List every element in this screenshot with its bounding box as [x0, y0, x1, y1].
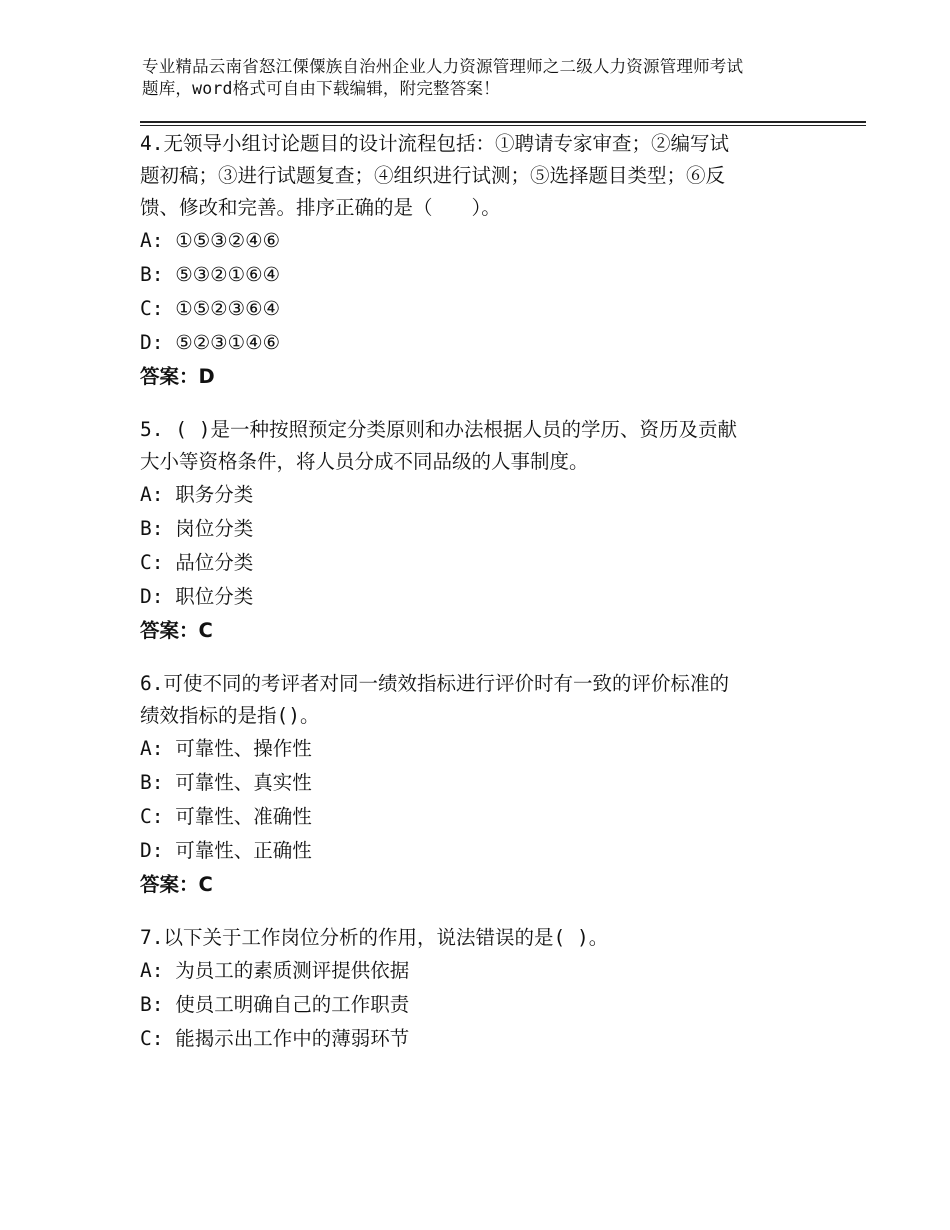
stem-line: 大小等资格条件，将人员分成不同品级的人事制度。 — [140, 450, 589, 473]
answer: 答案：C — [140, 873, 213, 896]
option-a: A: 可靠性、操作性 — [140, 737, 312, 760]
question-stem — [140, 414, 860, 478]
page-header — [142, 56, 832, 100]
question-stem — [140, 922, 860, 954]
option-c: C: 品位分类 — [140, 551, 254, 574]
option-a: A: 为员工的素质测评提供依据 — [140, 959, 410, 982]
answer: 答案：C — [140, 619, 213, 642]
answer: 答案：D — [140, 365, 215, 388]
stem-line: 绩效指标的是指()。 — [140, 704, 320, 727]
option-b: B: 岗位分类 — [140, 517, 254, 540]
option-c: C: ①⑤②③⑥④ — [140, 297, 281, 320]
stem-line: 馈、修改和完善。排序正确的是（ ）。 — [140, 196, 501, 219]
option-c: C: 能揭示出工作中的薄弱环节 — [140, 1027, 410, 1050]
option-b: B: 使员工明确自己的工作职责 — [140, 993, 410, 1016]
header-line-1: 专业精品云南省怒江傈僳族自治州企业人力资源管理师之二级人力资源管理师考试 — [142, 57, 744, 76]
question-stem — [140, 128, 860, 224]
option-d: D: 职位分类 — [140, 585, 254, 608]
option-a: A: ①⑤③②④⑥ — [140, 229, 281, 252]
question-list — [140, 128, 860, 1076]
question-7 — [140, 922, 860, 1056]
question-5 — [140, 414, 860, 648]
header-line-2: 题库，word格式可自由下载编辑，附完整答案！ — [142, 79, 500, 98]
option-c: C: 可靠性、准确性 — [140, 805, 312, 828]
option-b: B: 可靠性、真实性 — [140, 771, 312, 794]
option-b: B: ⑤③②①⑥④ — [140, 263, 281, 286]
stem-line: 7.以下关于工作岗位分析的作用，说法错误的是( )。 — [140, 926, 609, 949]
question-stem — [140, 668, 860, 732]
stem-line: 5. ( )是一种按照预定分类原则和办法根据人员的学历、资历及贡献 — [140, 418, 737, 441]
option-a: A: 职务分类 — [140, 483, 254, 506]
stem-line: 6.可使不同的考评者对同一绩效指标进行评价时有一致的评价标准的 — [140, 672, 729, 695]
stem-line: 题初稿；③进行试题复查；④组织进行试测；⑤选择题目类型；⑥反 — [140, 164, 726, 187]
option-d: D: 可靠性、正确性 — [140, 839, 312, 862]
option-d: D: ⑤②③①④⑥ — [140, 331, 281, 354]
question-4 — [140, 128, 860, 394]
question-6 — [140, 668, 860, 902]
header-divider-thin — [140, 125, 866, 126]
stem-line: 4.无领导小组讨论题目的设计流程包括：①聘请专家审查；②编写试 — [140, 132, 729, 155]
header-divider-thick — [140, 121, 866, 123]
